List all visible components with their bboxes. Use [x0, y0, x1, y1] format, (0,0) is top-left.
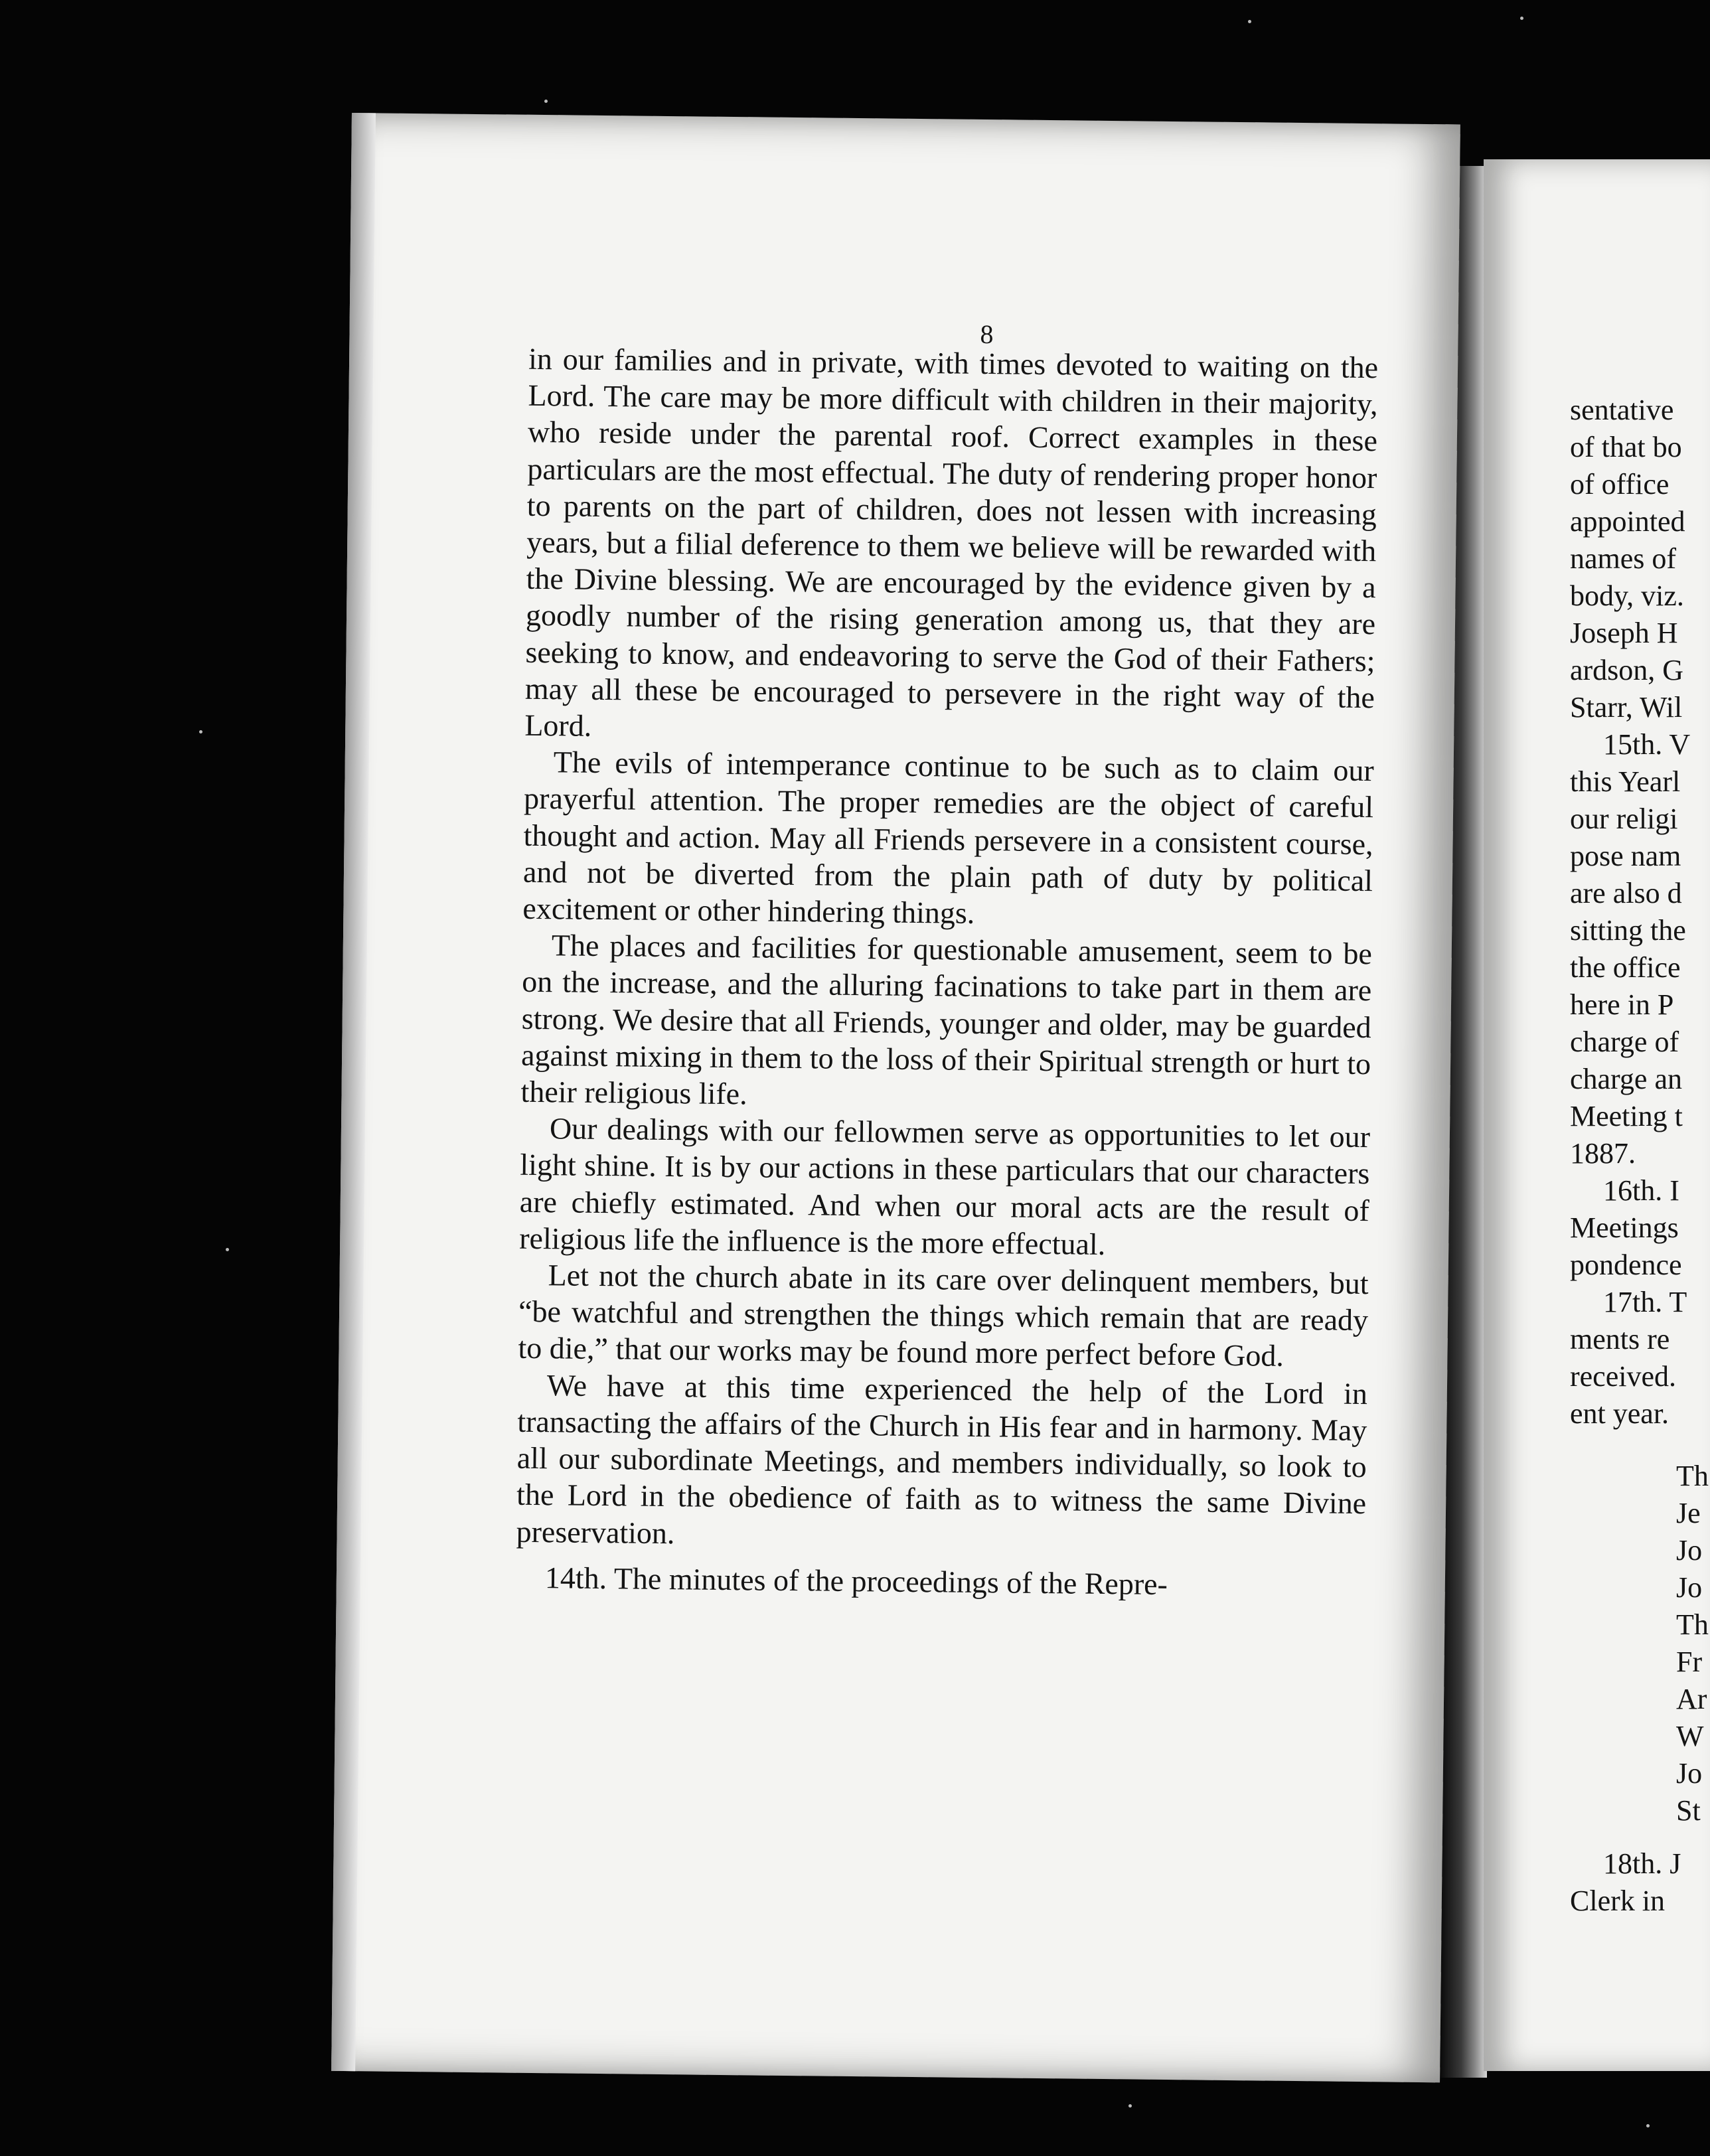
right-page-line: received.: [1570, 1360, 1676, 1393]
right-page-line: of office: [1570, 468, 1670, 501]
page-edge: [331, 113, 376, 2071]
page-number: 8: [980, 319, 994, 350]
left-page: [331, 113, 1460, 2082]
right-page-line: of that bo: [1570, 431, 1682, 463]
right-page-line: sentative: [1570, 394, 1674, 426]
right-page-line: 17th. T: [1603, 1286, 1687, 1318]
paragraph-amusement: The places and facilities for questionable amusement, seem to be on the increase, and the alluring facinations to take part in them are strong. We desire that all Friends, younger and older, may be guarded against mixing in them to the loss of their Spiritual strength or hurt to their religious life.: [520, 928, 1373, 1111]
right-page-line: Je: [1676, 1497, 1701, 1529]
paragraph-dealings: Our dealings with our fellowmen serve as opportunities to let our light shine. It is by our actions in these particulars that our characters are chiefly estimated. And when our moral acts are the result of religious life the influence is the more effectual.: [518, 1111, 1371, 1261]
right-page-line: 16th. I: [1603, 1174, 1679, 1207]
right-page-line: Jo: [1676, 1571, 1703, 1604]
right-page-line: Joseph H: [1570, 617, 1678, 649]
right-page-line: are also d: [1570, 877, 1682, 909]
right-page-line: pondence: [1570, 1249, 1682, 1281]
paragraph-delinquent: Let not the church abate in its care over delinquent members, but “be watchful and strengthen the things which remain that are ready to die,” that our works may be found more perfect before God.: [518, 1258, 1369, 1373]
right-page-line: ardson, G: [1570, 654, 1684, 686]
right-page-line: Jo: [1676, 1757, 1703, 1790]
right-page-line: sitting the: [1570, 914, 1686, 947]
right-page-line: Meetings: [1570, 1211, 1679, 1244]
paragraph-help-of-lord: We have at this time experienced the help of the Lord in transacting the affairs of the Church in His fear and in harmony. May all our subordinate Meetings, and members individually, so look to the Lord in the obedience of faith as to witness the same Divine preservation.: [516, 1367, 1368, 1550]
right-page-line: Meeting t: [1570, 1100, 1683, 1132]
paragraph-families: in our families and in private, with times devoted to waiting on the Lord. The care may be more difficult with children in their majority, who reside under the parental roof. Correct examples in these particulars are the most effectual. The duty of rendering proper honor to parents on the part of children, does not lessen with increasing years, but a filial deference to them we believe will be rewarded with the Divine blessing. We are encouraged by the evidence given by a goodly number of the rising generation among us, that they are seeking to know, and endeavoring to serve the God of their Fathers; may all these be encouraged to persevere in the right way of the Lord.: [524, 341, 1379, 743]
right-page-line: names of: [1570, 542, 1677, 575]
right-page-line: 18th. J: [1603, 1847, 1681, 1880]
paragraph-minutes: 14th. The minutes of the proceedings of the Repre-: [544, 1560, 1168, 1601]
right-page-line: our religi: [1570, 803, 1678, 835]
right-page-line: Starr, Wil: [1570, 691, 1683, 724]
right-page-line: charge an: [1570, 1063, 1682, 1095]
right-page-line: Fr: [1676, 1646, 1703, 1678]
right-page-line: this Yearl: [1570, 765, 1681, 798]
right-page-line: St: [1676, 1794, 1701, 1827]
right-page-line: W: [1676, 1720, 1704, 1752]
right-page-line: Th: [1676, 1608, 1709, 1641]
right-page: [1484, 159, 1710, 2071]
right-page-line: Ar: [1676, 1683, 1707, 1715]
right-page-line: 1887.: [1570, 1137, 1636, 1170]
right-page-line: body, viz.: [1570, 579, 1684, 612]
right-page-line: Th: [1676, 1460, 1709, 1492]
right-page-line: charge of: [1570, 1026, 1679, 1058]
right-page-line: Jo: [1676, 1534, 1703, 1567]
body-text: [516, 341, 1379, 1604]
paragraph-intemperance: The evils of intemperance continue to be such as to claim our prayerful attention. The proper remedies are the object of careful thought and action. May all Friends persevere in a consistent course, and not be diverted from the plain path of duty by political excitement or other hindering things.: [522, 745, 1374, 930]
right-page-line: the office: [1570, 951, 1681, 984]
right-page-line: here in P: [1570, 988, 1674, 1021]
right-page-line: 15th. V: [1603, 728, 1691, 761]
right-page-line: ent year.: [1570, 1397, 1670, 1430]
right-page-line: pose nam: [1570, 840, 1681, 872]
right-page-line: ments re: [1570, 1323, 1670, 1355]
right-page-line: appointed: [1570, 505, 1685, 538]
right-page-line: Clerk in: [1570, 1885, 1665, 1917]
